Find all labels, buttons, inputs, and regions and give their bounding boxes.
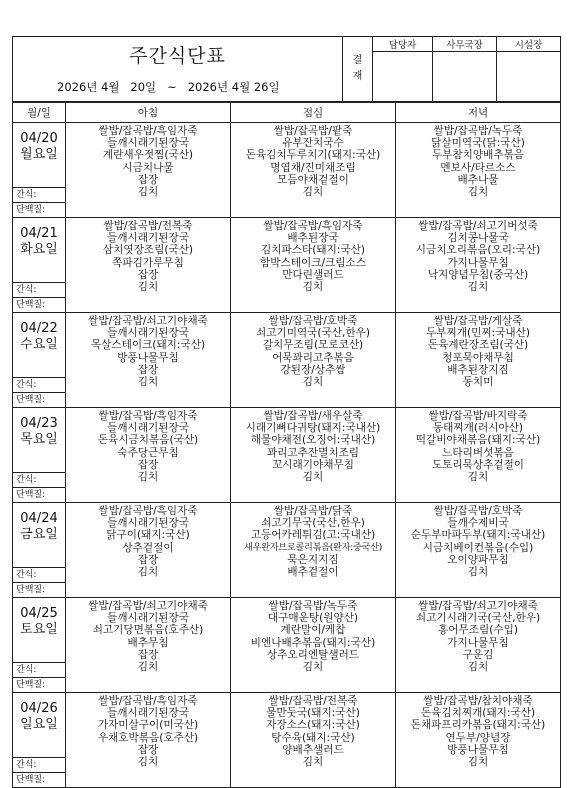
date-range: 2026년 4월 20일 ~ 2026년 4월 26일 bbox=[57, 80, 280, 94]
menu-item: 들깨시래기된장국 bbox=[107, 612, 189, 625]
day-cell bbox=[13, 313, 66, 408]
menu-item: 쌀밥/잡곡밥/쇠고기야채죽 bbox=[418, 600, 538, 612]
snack-label: 간식: bbox=[13, 757, 65, 772]
dinner-cell bbox=[396, 503, 561, 598]
menu-item: 돈육시금치볶음(국산) bbox=[97, 434, 199, 447]
menu-item: 쌀밥/잡곡밥/닭죽 bbox=[273, 505, 353, 517]
day-cell bbox=[13, 408, 66, 503]
date: 04/21 bbox=[20, 226, 58, 241]
menu-item: 시금치나물 bbox=[122, 161, 174, 174]
menu-item: 닭구이(돼지:국산) bbox=[106, 529, 190, 542]
menu-item: 함박스테이크/크림소스 bbox=[260, 256, 366, 269]
menu-item: 모듬야채겉절이 bbox=[277, 173, 349, 186]
lunch-cell bbox=[231, 598, 396, 693]
weekday: 일요일 bbox=[20, 717, 58, 732]
diet-label: 단백질: bbox=[13, 772, 65, 787]
day-cell bbox=[13, 503, 66, 598]
snack-label: 간식: bbox=[13, 662, 65, 677]
menu-item: 김치 bbox=[137, 566, 159, 579]
approval-char: 재 bbox=[352, 71, 363, 82]
menu-item: 김치 bbox=[137, 376, 159, 389]
menu-item: 방풍나물무침 bbox=[117, 351, 179, 364]
signer-head: 시설장 bbox=[497, 37, 561, 52]
menu-item: 시금치베이컨볶음(수입) bbox=[422, 541, 534, 554]
menu-item: 닭살미역국(닭:국산) bbox=[431, 137, 525, 150]
menu-item: 잡장 bbox=[137, 648, 159, 661]
menu-item: 김치 bbox=[467, 471, 489, 484]
menu-item: 쌀밥/잡곡밥/흑임자죽 bbox=[98, 695, 198, 707]
lunch-cell bbox=[231, 408, 396, 503]
page-title: 주간식단표 bbox=[129, 45, 226, 67]
menu-item: 김치 bbox=[302, 281, 324, 294]
date: 04/26 bbox=[20, 701, 58, 716]
breakfast-cell bbox=[66, 408, 231, 503]
menu-item: 김치 bbox=[467, 566, 489, 579]
menu-item: 쌀밥/잡곡밥/전복죽 bbox=[103, 220, 193, 232]
menu-item: 갈치무조림(모로코산) bbox=[262, 339, 364, 352]
column-header-row bbox=[13, 103, 561, 123]
menu-item: 시래기뼈다귀탕(돼지:국내산) bbox=[245, 422, 381, 435]
menu-item: 양배추샐러드 bbox=[282, 743, 344, 756]
signer-head: 사무국장 bbox=[433, 37, 497, 52]
menu-item: 잡장 bbox=[137, 553, 159, 566]
weekday: 월요일 bbox=[20, 147, 58, 162]
menu-item: 쌀밥/잡곡밥/흑임자죽 bbox=[98, 410, 198, 422]
approval-label bbox=[343, 37, 373, 102]
day-label bbox=[13, 226, 65, 282]
menu-item: 쌀밥/잡곡밥/녹두죽 bbox=[268, 600, 358, 612]
menu-item: 배추무침 bbox=[127, 636, 169, 649]
dinner-cell bbox=[396, 408, 561, 503]
menu-item: 김치 bbox=[302, 471, 324, 484]
menu-item: 김치파스타(돼지:국산) bbox=[261, 244, 365, 257]
diet-label: 단백질: bbox=[13, 582, 65, 597]
lunch-cell bbox=[231, 693, 396, 788]
menu-item: 김치 bbox=[137, 756, 159, 769]
menu-item: 쌀밥/잡곡밥/흑임자죽 bbox=[98, 125, 198, 137]
menu-item: 비엔나배추볶음(돼지:국산) bbox=[250, 636, 376, 649]
menu-item: 쇠고기미역국(국산,한우) bbox=[256, 327, 370, 340]
snack-label: 간식: bbox=[13, 567, 65, 582]
menu-item: 쌀밥/잡곡밥/흑임자죽 bbox=[98, 505, 198, 517]
day-label bbox=[13, 131, 65, 187]
breakfast-cell bbox=[66, 693, 231, 788]
day-label bbox=[13, 511, 65, 567]
menu-item: 가지나물무침 bbox=[447, 256, 509, 269]
menu-item: 구운김 bbox=[462, 648, 494, 661]
menu-item: 우채호박볶음(호주산) bbox=[97, 731, 199, 744]
menu-item: 김치 bbox=[302, 186, 324, 199]
weekday: 수요일 bbox=[20, 337, 58, 352]
dinner-cell bbox=[396, 598, 561, 693]
menu-item: 쇠고기무국(국산,한우) bbox=[261, 517, 365, 530]
diet-label: 단백질: bbox=[13, 487, 65, 502]
day-cell bbox=[13, 123, 66, 218]
menu-item: 순두부마파두부(돼지:국내산) bbox=[410, 529, 546, 542]
menu-item: 만다린샐러드 bbox=[282, 268, 344, 281]
menu-item: 들깨시래기된장국 bbox=[107, 707, 189, 720]
menu-item: 자장소스(돼지:국산) bbox=[266, 719, 360, 732]
col-dinner: 저녁 bbox=[396, 103, 561, 123]
day-label bbox=[13, 321, 65, 377]
approval-char: 결 bbox=[352, 55, 363, 66]
menu-item: 가자미살구이(미국산) bbox=[97, 719, 199, 732]
date: 04/25 bbox=[20, 606, 58, 621]
snack-label: 간식: bbox=[13, 282, 65, 297]
day-label bbox=[13, 606, 65, 662]
menu-item: 청포묵야채무침 bbox=[442, 351, 514, 364]
menu-item: 숙주당근무침 bbox=[117, 446, 179, 459]
menu-item: 김치 bbox=[467, 186, 489, 199]
menu-item: 유부잔치국수 bbox=[282, 137, 344, 150]
day-row bbox=[13, 693, 561, 788]
menu-item: 동치미 bbox=[462, 376, 494, 389]
menu-item: 쌀밥/잡곡밥/호박죽 bbox=[268, 315, 358, 327]
day-cell bbox=[13, 598, 66, 693]
menu-item: 김치 bbox=[137, 471, 159, 484]
menu-item: 묵은지지짐 bbox=[287, 553, 339, 566]
menu-item: 상추겉절이 bbox=[122, 541, 174, 554]
diet-label: 단백질: bbox=[13, 297, 65, 312]
menu-item: 홍어무조림(수입) bbox=[438, 624, 518, 637]
menu-item: 오이양파무침 bbox=[447, 553, 509, 566]
signature-box[interactable] bbox=[433, 52, 497, 102]
menu-item: 꽈리고추잔멸치조림 bbox=[266, 446, 360, 459]
col-lunch: 점심 bbox=[231, 103, 396, 123]
menu-item: 대구매운탕(원양산) bbox=[267, 612, 359, 625]
menu-item: 쌀밥/잡곡밥/흑임자죽 bbox=[263, 220, 363, 232]
menu-item: 계란말이/케찹 bbox=[280, 624, 346, 637]
menu-item: 배추겉절이 bbox=[287, 566, 339, 579]
menu-item: 쌀밥/잡곡밥/새우살죽 bbox=[263, 410, 363, 422]
dinner-cell bbox=[396, 313, 561, 408]
signature-box[interactable] bbox=[373, 52, 433, 102]
menu-item: 쌀밥/잡곡밥/바지락죽 bbox=[428, 410, 528, 422]
menu-item: 돈채파프리카볶음(돼지:국산) bbox=[410, 719, 546, 732]
day-row bbox=[13, 218, 561, 313]
menu-item: 잡장 bbox=[137, 743, 159, 756]
menu-item: 시금치오리볶음(오리:국산) bbox=[415, 244, 541, 257]
signer-head: 담당자 bbox=[373, 37, 433, 52]
lunch-cell bbox=[231, 313, 396, 408]
menu-item: 어묵꽈리고추볶음 bbox=[272, 351, 354, 364]
menu-item: 방풍나물무침 bbox=[447, 743, 509, 756]
menu-item: 가지나물무침 bbox=[447, 636, 509, 649]
menu-item: 쌀밥/잡곡밥/쇠고기버섯죽 bbox=[418, 220, 538, 232]
menu-item: 목살스테이크(돼지:국산) bbox=[90, 339, 206, 352]
diet-label: 단백질: bbox=[13, 392, 65, 407]
menu-item: 쌀밥/잡곡밥/게살죽 bbox=[433, 315, 523, 327]
menu-item: 강된장/상추쌈 bbox=[280, 363, 346, 376]
breakfast-cell bbox=[66, 503, 231, 598]
header-table bbox=[12, 36, 561, 102]
title-cell bbox=[13, 37, 343, 102]
menu-item: 상추오리엔탈샐러드 bbox=[266, 648, 360, 661]
menu-item: 배추나물 bbox=[457, 173, 499, 186]
menu-item: 들깨시래기된장국 bbox=[107, 517, 189, 530]
snack-label: 간식: bbox=[13, 472, 65, 487]
menu-item: 새우완자브로콜리볶음(완자:중국산) bbox=[244, 541, 382, 553]
day-row bbox=[13, 313, 561, 408]
diet-label: 단백질: bbox=[13, 677, 65, 692]
day-row bbox=[13, 408, 561, 503]
menu-item: 잡장 bbox=[137, 458, 159, 471]
weekday: 금요일 bbox=[20, 527, 58, 542]
date: 04/20 bbox=[20, 131, 58, 146]
menu-sheet bbox=[12, 36, 560, 788]
menu-item: 돈육김치두루치기(돼지:국산) bbox=[245, 149, 381, 162]
date: 04/23 bbox=[20, 416, 58, 431]
menu-item: 쪽파김가루무침 bbox=[112, 256, 184, 269]
menu-item: 두부참치양배추볶음 bbox=[431, 149, 525, 162]
dinner-cell bbox=[396, 123, 561, 218]
menu-item: 돈육김치찌개(돼지:국산) bbox=[420, 707, 536, 720]
menu-item: 쌀밥/잡곡밥/참치야채죽 bbox=[423, 695, 533, 707]
breakfast-cell bbox=[66, 123, 231, 218]
diet-label: 단백질: bbox=[13, 202, 65, 217]
menu-item: 김치 bbox=[302, 661, 324, 674]
menu-item: 김치 bbox=[467, 661, 489, 674]
breakfast-cell bbox=[66, 218, 231, 313]
menu-item: 꼬시래기야채무침 bbox=[272, 458, 354, 471]
menu-item: 물만둣국(돼지:국산) bbox=[266, 707, 360, 720]
menu-item: 쌀밥/잡곡밥/쇠고기야채죽 bbox=[88, 315, 208, 327]
menu-item: 잡장 bbox=[137, 268, 159, 281]
menu-item: 김치 bbox=[302, 376, 324, 389]
lunch-cell bbox=[231, 123, 396, 218]
menu-item: 도토리묵상추겉절이 bbox=[431, 458, 525, 471]
day-label bbox=[13, 701, 65, 757]
menu-item: 쇠고기시래기국(국산,한우) bbox=[415, 612, 541, 625]
breakfast-cell bbox=[66, 313, 231, 408]
menu-item: 배추된장국 bbox=[287, 232, 339, 245]
snack-label: 간식: bbox=[13, 377, 65, 392]
menu-item: 김치 bbox=[302, 756, 324, 769]
day-cell bbox=[13, 218, 66, 313]
menu-item: 잡장 bbox=[137, 363, 159, 376]
day-label bbox=[13, 416, 65, 472]
menu-item: 쌀밥/잡곡밥/호박죽 bbox=[433, 505, 523, 517]
weekday: 목요일 bbox=[20, 432, 58, 447]
menu-item: 느타리버섯볶음 bbox=[442, 446, 514, 459]
menu-item: 탕수육(돼지:국산) bbox=[271, 731, 355, 744]
menu-item: 배추된장지짐 bbox=[447, 363, 509, 376]
menu-item: 떡갈비야채볶음(돼지:국산) bbox=[415, 434, 541, 447]
menu-item: 들깨시래기된장국 bbox=[107, 232, 189, 245]
breakfast-cell bbox=[66, 598, 231, 693]
menu-item: 김치 bbox=[137, 186, 159, 199]
dinner-cell bbox=[396, 693, 561, 788]
menu-item: 동태찌개(러시아산) bbox=[432, 422, 524, 435]
lunch-cell bbox=[231, 218, 396, 313]
lunch-cell bbox=[231, 503, 396, 598]
weekday: 토요일 bbox=[20, 622, 58, 637]
menu-item: 연두부/양념장 bbox=[445, 731, 511, 744]
menu-table bbox=[12, 102, 561, 788]
menu-item: 들깨시래기된장국 bbox=[107, 137, 189, 150]
menu-item: 쌀밥/잡곡밥/전복죽 bbox=[268, 695, 358, 707]
menu-item: 쌀밥/잡곡밥/녹두죽 bbox=[433, 125, 523, 137]
date: 04/22 bbox=[20, 321, 58, 336]
menu-item: 계란새우젓찜(국산) bbox=[102, 149, 194, 162]
dinner-cell bbox=[396, 218, 561, 313]
menu-item: 두부찌개(민찌:국내산) bbox=[426, 327, 530, 340]
day-row bbox=[13, 598, 561, 693]
menu-item: 고등어카레튀김(고:국내산) bbox=[250, 529, 376, 542]
menu-item: 김치콩나물국 bbox=[447, 232, 509, 245]
snack-label: 간식: bbox=[13, 187, 65, 202]
menu-item: 멘보사/타르소스 bbox=[440, 161, 516, 174]
menu-item: 들깨시래기된장국 bbox=[107, 327, 189, 340]
signature-box[interactable] bbox=[497, 52, 561, 102]
col-day: 월/일 bbox=[13, 103, 66, 123]
menu-item: 김치 bbox=[467, 281, 489, 294]
menu-item: 김치 bbox=[467, 756, 489, 769]
weekday: 화요일 bbox=[20, 242, 58, 257]
menu-item: 들깨시래기된장국 bbox=[107, 422, 189, 435]
menu-item: 잡장 bbox=[137, 173, 159, 186]
col-breakfast: 아침 bbox=[66, 103, 231, 123]
menu-item: 낙지양념무침(중국산) bbox=[427, 268, 529, 281]
menu-item: 해물야채전(오징어:국내산) bbox=[250, 434, 376, 447]
menu-item: 돈육계란장조림(국산) bbox=[427, 339, 529, 352]
menu-item: 들깨수제비국 bbox=[447, 517, 509, 530]
menu-item: 명엽채/진미채조림 bbox=[270, 161, 356, 174]
date: 04/24 bbox=[20, 511, 58, 526]
menu-item: 삼치엿장조림(국산) bbox=[102, 244, 194, 257]
day-cell bbox=[13, 693, 66, 788]
day-row bbox=[13, 123, 561, 218]
menu-item: 쇠고기당면볶음(호주산) bbox=[92, 624, 204, 637]
menu-item: 쌀밥/잡곡밥/팥죽 bbox=[273, 125, 353, 137]
day-row bbox=[13, 503, 561, 598]
menu-item: 쌀밥/잡곡밥/쇠고기야채죽 bbox=[88, 600, 208, 612]
menu-item: 김치 bbox=[137, 661, 159, 674]
menu-item: 김치 bbox=[137, 281, 159, 294]
